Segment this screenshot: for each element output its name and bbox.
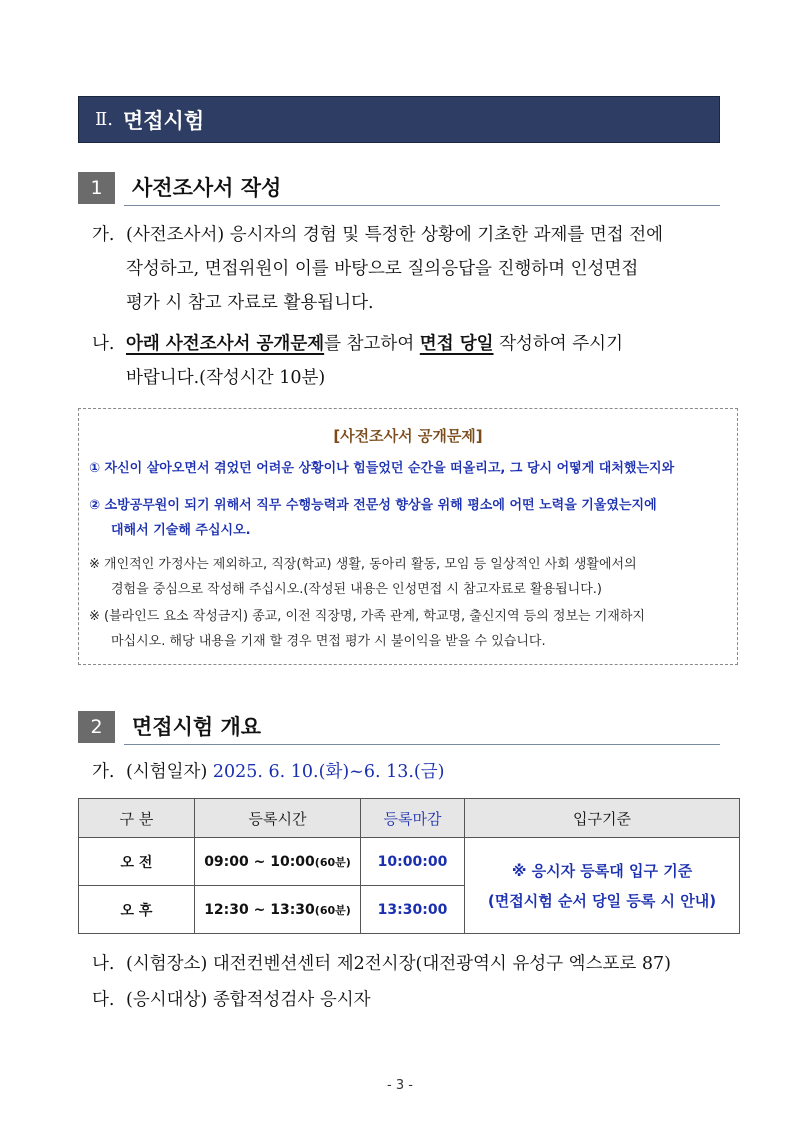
table-header: 등록시간 — [195, 799, 361, 838]
item-label: 가. — [92, 762, 115, 782]
item-na-emphasis-2: 면접 당일 — [419, 334, 494, 354]
item-ga — [92, 218, 732, 320]
question-box — [78, 408, 738, 665]
exam-place-text: (시험장소) 대전컨벤션센터 제2전시장(대전광역시 유성구 엑스포로 87) — [126, 954, 671, 974]
guide-line-1: ※ 응시자 등록대 입구 기준 — [511, 861, 693, 880]
exam-date-value: 2025. 6. 10.(화)~6. 13.(금) — [212, 762, 445, 782]
section-title: 면접시험 — [122, 108, 205, 133]
note-2-cont: 마십시오. 해당 내용을 기재 할 경우 면접 평가 시 불이익을 받을 수 있습니다. — [111, 634, 546, 649]
section-header — [78, 96, 720, 143]
schedule-table — [78, 798, 740, 934]
subheading-rule — [124, 205, 720, 206]
table-header: 구 분 — [79, 799, 195, 838]
question-2: ② 소방공무원이 되기 위해서 직무 수행능력과 전문성 향상을 위해 평소에 어떤 노력을 기울였는지에 — [89, 498, 657, 513]
time-cell: 12:30 ~ 13:30(60분) — [195, 886, 361, 934]
item-na-line2: 바랍니다.(작성시간 10분) — [126, 368, 326, 388]
time-cell: 09:00 ~ 10:00(60분) — [195, 838, 361, 886]
exam-date — [92, 755, 444, 789]
deadline-cell: 13:30:00 — [361, 886, 465, 934]
section-number: Ⅱ. — [95, 109, 113, 130]
note-2: ※ (블라인드 요소 작성금지) 종교, 이전 직장명, 가족 관계, 학교명, 출신지역 등의 정보는 기재하지 — [89, 609, 645, 624]
exam-target — [92, 983, 371, 1017]
subheading-number: 2 — [78, 711, 115, 743]
subheading-1 — [78, 172, 720, 204]
subheading-title: 사전조사서 작성 — [132, 176, 282, 200]
item-ga-line1: (사전조사서) 응시자의 경험 및 특정한 상황에 기초한 과제를 면접 전에 — [126, 225, 664, 245]
question-2-cont: 대해서 기술해 주십시오. — [111, 523, 251, 538]
deadline-cell: 10:00:00 — [361, 838, 465, 886]
item-na-emphasis-1: 아래 사전조사서 공개문제 — [126, 334, 325, 354]
exam-date-key: (시험일자) — [126, 762, 208, 782]
item-ga-line3: 평가 시 참고 자료로 활용됩니다. — [126, 293, 374, 313]
table-row — [79, 838, 740, 886]
table-header: 등록마감 — [361, 799, 465, 838]
table-header-row — [79, 799, 740, 838]
item-label: 다. — [92, 990, 115, 1010]
subheading-number: 1 — [78, 172, 115, 204]
guide-cell — [465, 838, 740, 934]
question-1: ① 자신이 살아오면서 겪었던 어려운 상황이나 힘들었던 순간을 떠올리고, 그 당시 어떻게 대처했는지와 — [89, 461, 675, 476]
item-na-text-1: 를 참고하여 — [324, 334, 420, 354]
exam-target-text: (응시대상) 종합적성검사 응시자 — [126, 990, 371, 1010]
guide-line-2: (면접시험 순서 당일 등록 시 안내) — [487, 891, 717, 910]
session-cell: 오 전 — [79, 838, 195, 886]
subheading-title: 면접시험 개요 — [132, 715, 262, 739]
table-header: 입구기준 — [465, 799, 740, 838]
item-na — [92, 327, 732, 395]
note-1-cont: 경험을 중심으로 작성해 주십시오.(작성된 내용은 인성면접 시 참고자료로 활용됩니다.) — [111, 582, 602, 597]
item-ga-line2: 작성하고, 면접위원이 이를 바탕으로 질의응답을 진행하며 인성면접 — [126, 259, 639, 279]
session-cell: 오 후 — [79, 886, 195, 934]
item-na-text-2: 작성하여 주시기 — [493, 334, 623, 354]
page-number: - 3 - — [387, 1078, 413, 1093]
exam-place — [92, 947, 752, 981]
subheading-rule — [124, 744, 720, 745]
note-1: ※ 개인적인 가정사는 제외하고, 직장(학교) 생활, 동아리 활동, 모임 등 일상적인 사회 생활에서의 — [89, 557, 637, 572]
item-label: 나. — [92, 334, 115, 354]
item-label: 나. — [92, 954, 115, 974]
subheading-2 — [78, 711, 720, 743]
item-label: 가. — [92, 225, 115, 245]
question-box-title: [사전조사서 공개문제] — [333, 427, 483, 445]
